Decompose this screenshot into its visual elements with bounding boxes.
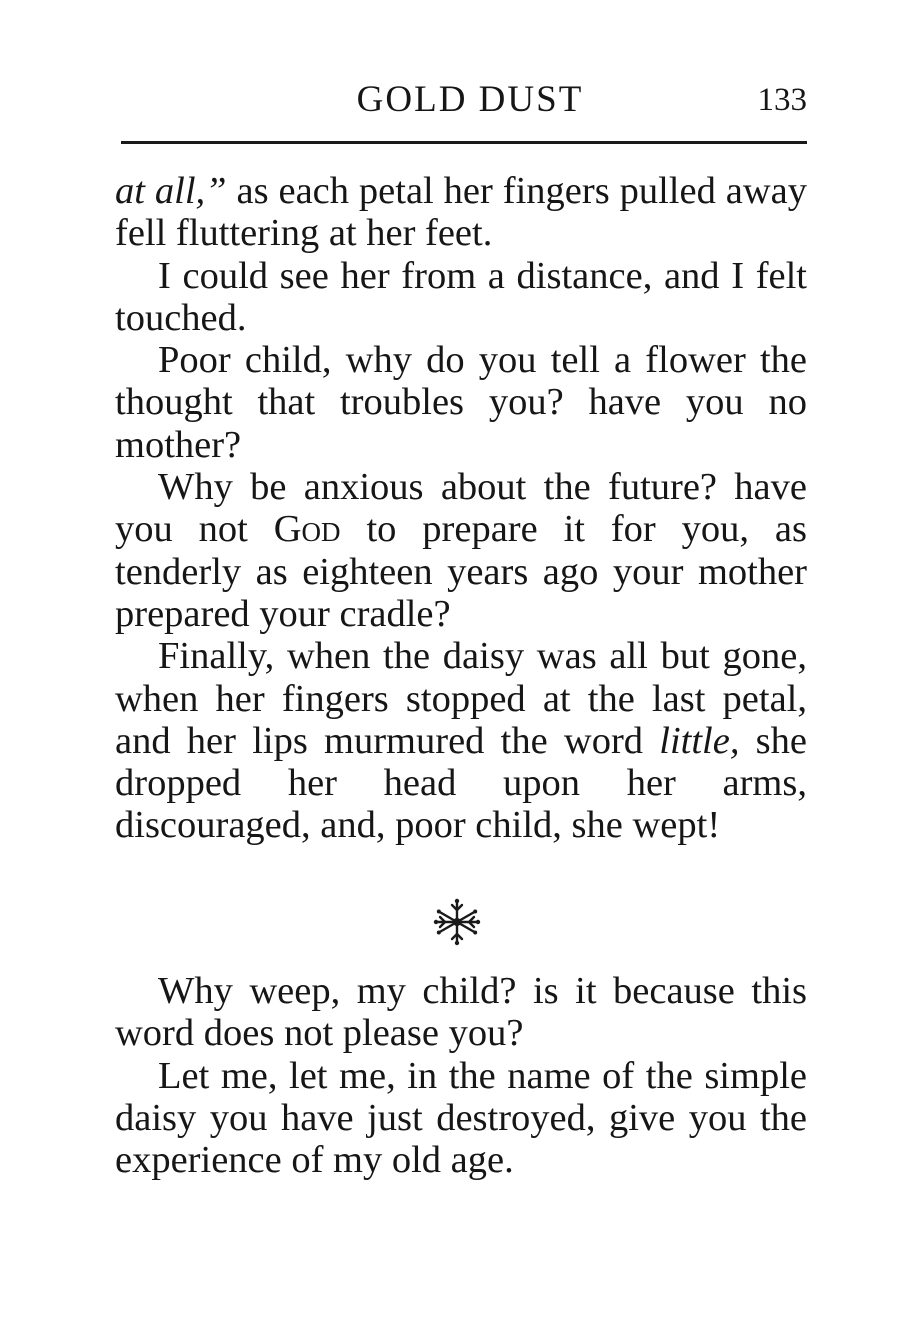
italic-quote: at all,” <box>115 170 227 212</box>
snowflake-ornament-icon <box>432 897 482 947</box>
italic-word: little, <box>659 719 740 762</box>
small-caps-word: God <box>273 508 341 551</box>
paragraph: Let me, let me, in the name of the simple daisy you have just destroyed, give you the experience of my old age. <box>115 1054 807 1182</box>
paragraph-text: she dropped her head upon her arms, discouraged, and, poor child, she wept! <box>115 719 807 847</box>
paragraph-text: to prepare it for you, as tenderly as eighteen years ago your mother prepared your cradle? <box>115 508 807 635</box>
paragraph: I could see her from a distance, and I felt touched. <box>115 254 807 339</box>
passage-one <box>115 170 807 847</box>
paragraph-text: as each petal her fingers pulled away fell fluttering at her feet. <box>115 170 807 255</box>
paragraph: Poor child, why do you tell a flower the thought that troubles you? have you no mother? <box>115 339 807 466</box>
running-title: GOLD DUST <box>356 79 584 120</box>
paragraph-text: Why be anxious about the future? have you not <box>115 466 807 551</box>
paragraph <box>115 466 807 635</box>
paragraph: Why weep, my child? is it because this word does not please you? <box>115 970 807 1055</box>
passage-two <box>115 970 807 1181</box>
paragraph <box>115 635 807 846</box>
paragraph <box>115 170 807 255</box>
header-rule <box>121 141 807 144</box>
page-number: 133 <box>757 82 807 118</box>
running-head <box>115 78 807 122</box>
paragraph-text: Finally, when the daisy was all but gone, when her fingers stopped at the last petal, and her lips murmured the word <box>115 635 807 762</box>
